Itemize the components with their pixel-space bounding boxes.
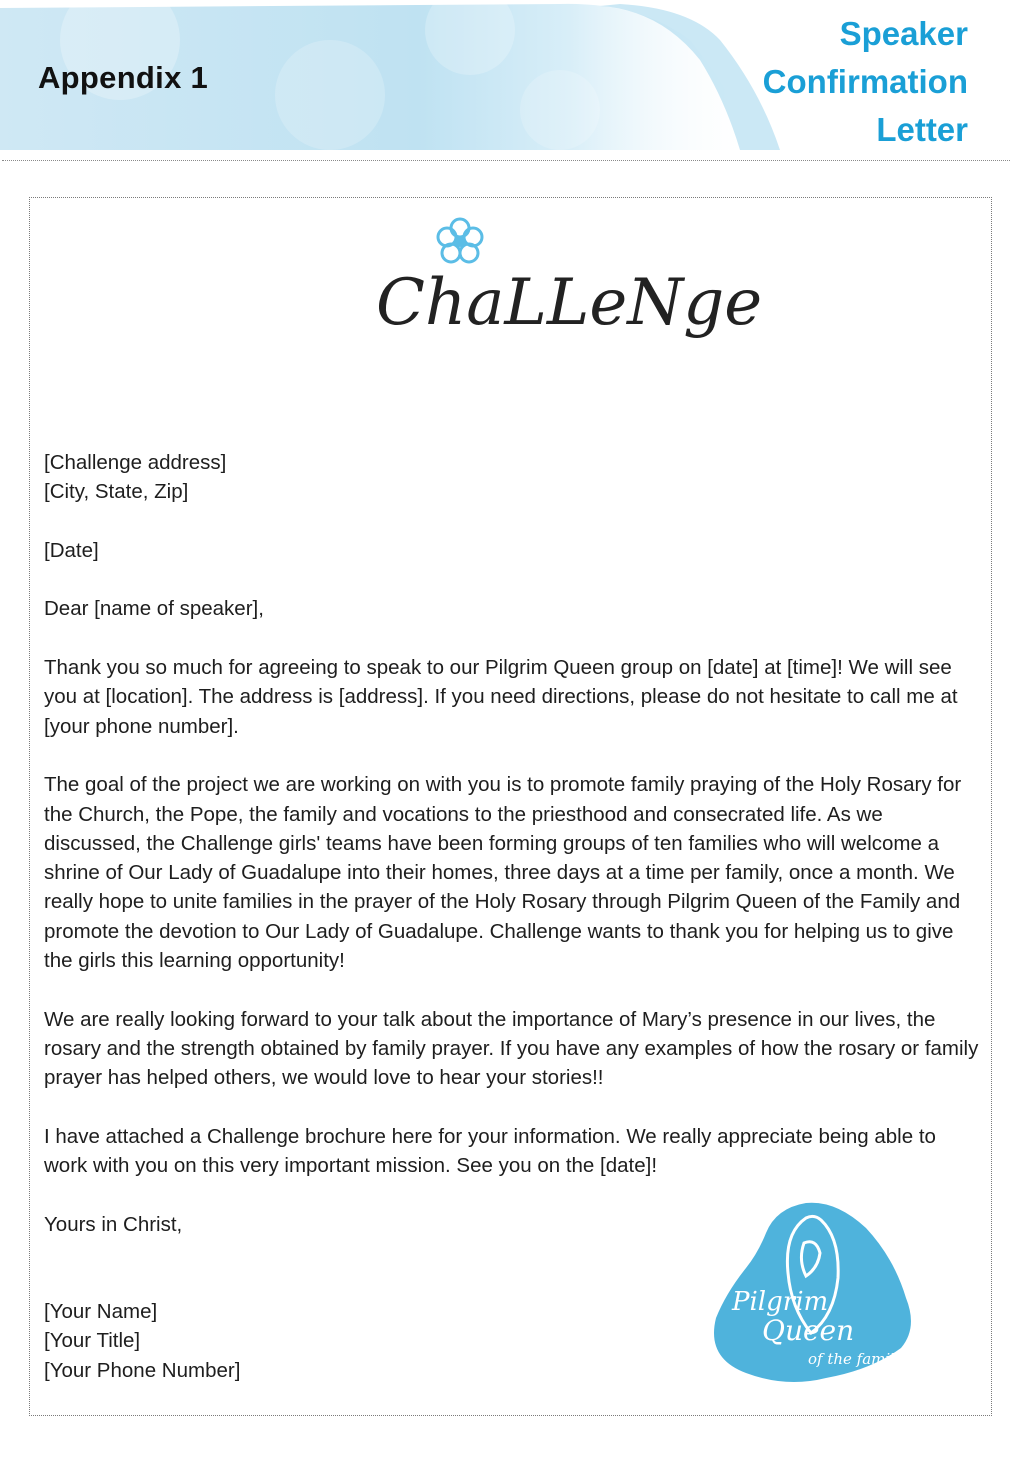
paragraph-3: We are really looking forward to your talk about the importance of Mary’s presence in our lives, the rosary and the strength obtained by family prayer. If you have any examples of how the rosary or family prayer has helped others, we would love to hear your stories!! bbox=[44, 1007, 979, 1090]
signature-name: [Your Name] bbox=[44, 1300, 158, 1324]
signature-phone: [Your Phone Number] bbox=[44, 1358, 241, 1382]
paragraph-2: The goal of the project we are working on with you is to promote family praying of the Holy Rosary for the Church, the Pope, the family and vocations to the priesthood and consecrated life. As we discussed, the Challenge girls' teams have been forming groups of ten families who will welcome a shrine of Our Lady of Guadalupe into their homes, three days at a time per family, once a month. We really hope to unite families in the prayer of the Holy Rosary through Pilgrim Queen of the Family and promote the devotion to Our Lady of Guadalupe. Challenge wants to thank you for helping us to give the girls this learning opportunity! bbox=[44, 773, 962, 973]
address-line-2: [City, State, Zip] bbox=[44, 480, 189, 504]
paragraph-1: Thank you so much for agreeing to speak to our Pilgrim Queen group on [date] at [time]! We will see you at [location]. The address is [address]. If you need directions, please do not hesitate to call me at [your phone number]. bbox=[44, 656, 958, 738]
salutation: Dear [name of speaker], bbox=[44, 597, 264, 621]
signature-title: [Your Title] bbox=[44, 1329, 141, 1353]
pilgrim-queen-logo bbox=[706, 1198, 916, 1398]
paragraph-4: I have attached a Challenge brochure here for your information. We really appreciate being able to work with you on this very important mission. See you on the [date]! bbox=[44, 1124, 936, 1178]
of-the-family-text: of the family bbox=[808, 1350, 904, 1368]
flower-icon bbox=[438, 219, 482, 262]
title-line-2: Confirmation bbox=[762, 63, 968, 100]
title-line-1: Speaker bbox=[839, 15, 968, 52]
title-line-3: Letter bbox=[876, 111, 968, 148]
letter-date: [Date] bbox=[44, 538, 99, 562]
challenge-logo bbox=[370, 212, 763, 362]
document-title bbox=[668, 10, 968, 154]
closing: Yours in Christ, bbox=[44, 1212, 183, 1236]
pilgrim-text: Pilgrim bbox=[732, 1287, 829, 1317]
appendix-label: Appendix 1 bbox=[38, 60, 209, 95]
address-line-1: [Challenge address] bbox=[44, 451, 227, 474]
header-divider bbox=[2, 160, 1010, 161]
queen-text: Queen bbox=[762, 1314, 855, 1347]
challenge-wordmark: ChaLLeNge bbox=[376, 266, 763, 340]
header-banner bbox=[0, 0, 1010, 160]
